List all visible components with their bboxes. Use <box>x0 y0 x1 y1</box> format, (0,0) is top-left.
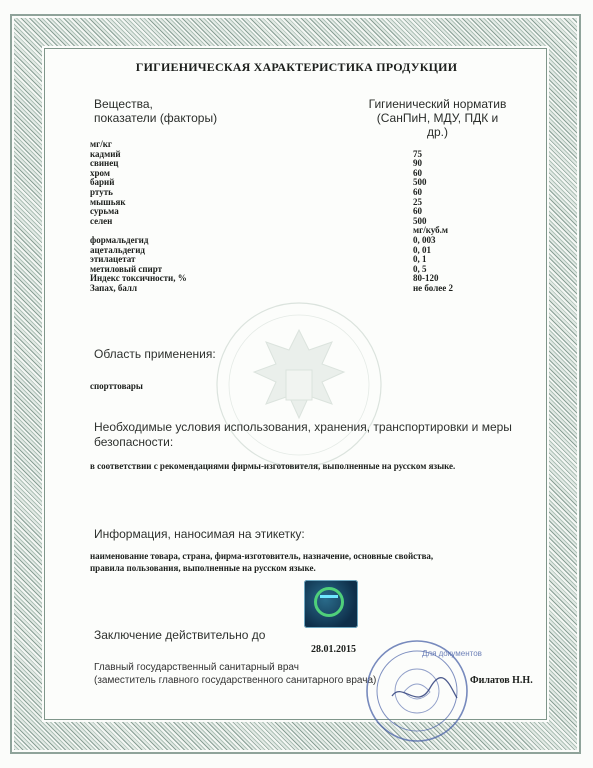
conditions-label-line1: Необходимые условия использования, хранения, транспортировки и меры <box>94 420 512 434</box>
norm-value: 90 <box>413 158 422 169</box>
norm-substance: ртуть <box>90 187 113 197</box>
norm-substance: мышьяк <box>90 196 126 207</box>
handwritten-signature <box>392 678 457 698</box>
signatory-name: Филатов Н.Н. <box>470 675 533 686</box>
header-norm: Гигиенический норматив (СанПиН, МДУ, ПДК и др.) <box>368 97 507 139</box>
signatory-title: Главный государственный санитарный врач <box>94 662 299 673</box>
validity-date: 28.01.2015 <box>311 644 356 655</box>
seal-text: Для документов <box>422 649 482 658</box>
hologram-mark-icon <box>320 595 338 598</box>
application-label: Область применения: <box>94 347 216 361</box>
norm-substance: селен <box>90 215 113 226</box>
document-title: ГИГИЕНИЧЕСКАЯ ХАРАКТЕРИСТИКА ПРОДУКЦИИ <box>135 60 458 74</box>
signatory-subtitle: (заместитель главного государственного санитарного врача) <box>94 675 377 686</box>
header-substances-line1: Вещества, <box>94 97 153 111</box>
application-value: спорттовары <box>90 381 143 391</box>
norm-value: 75 <box>413 148 422 159</box>
official-seal-stamp <box>362 636 482 746</box>
norm-substance: Запах, балл <box>90 283 137 293</box>
hologram-ring-icon <box>314 587 344 617</box>
label-info-value-line1: наименование товара, страна, фирма-изготовитель, назначение, основные свойства, <box>90 551 434 561</box>
norm-substance: метиловый спирт <box>90 263 163 274</box>
norm-substance: Индекс токсичности, % <box>90 273 187 284</box>
norm-value: не более 2 <box>413 283 453 293</box>
norm-value: 60 <box>413 206 422 217</box>
norm-substance: свинец <box>90 158 119 169</box>
norm-substance: сурьма <box>90 206 119 217</box>
conditions-value: в соответствии с рекомендациями фирмы-изготовителя, выполненные на русском языке. <box>90 461 456 471</box>
hologram-sticker <box>304 580 358 628</box>
header-substances-line2: показатели (факторы) <box>94 111 218 125</box>
validity-label: Заключение действительно до <box>94 628 266 642</box>
norm-value: мг/куб.м <box>413 225 449 236</box>
norm-value: 0, 1 <box>413 254 427 265</box>
norm-substance: хром <box>90 167 110 178</box>
norm-value: 25 <box>413 196 422 207</box>
coat-of-arms-watermark <box>214 300 384 470</box>
norm-value: 0, 5 <box>413 263 427 274</box>
norm-value: 80-120 <box>413 273 439 284</box>
norm-substance: мг/кг <box>90 139 112 149</box>
norm-substance: барий <box>90 177 115 188</box>
label-info-value-line2: правила пользования, выполненные на русском языке. <box>90 563 316 573</box>
norm-value: 60 <box>413 167 422 178</box>
norm-substance: ацетальдегид <box>90 244 145 255</box>
norm-substance: этилацетат <box>90 254 136 265</box>
norm-substance: кадмий <box>90 148 121 159</box>
norm-value: 500 <box>413 215 427 226</box>
label-info-label: Информация, наносимая на этикетку: <box>94 527 305 541</box>
norm-value: 500 <box>413 177 427 188</box>
conditions-label-line2: безопасности: <box>94 435 174 449</box>
norm-value: 60 <box>413 187 422 197</box>
norm-value: 0, 003 <box>413 235 436 245</box>
norm-value: 0, 01 <box>413 244 431 255</box>
norm-substance: формальдегид <box>90 235 149 245</box>
